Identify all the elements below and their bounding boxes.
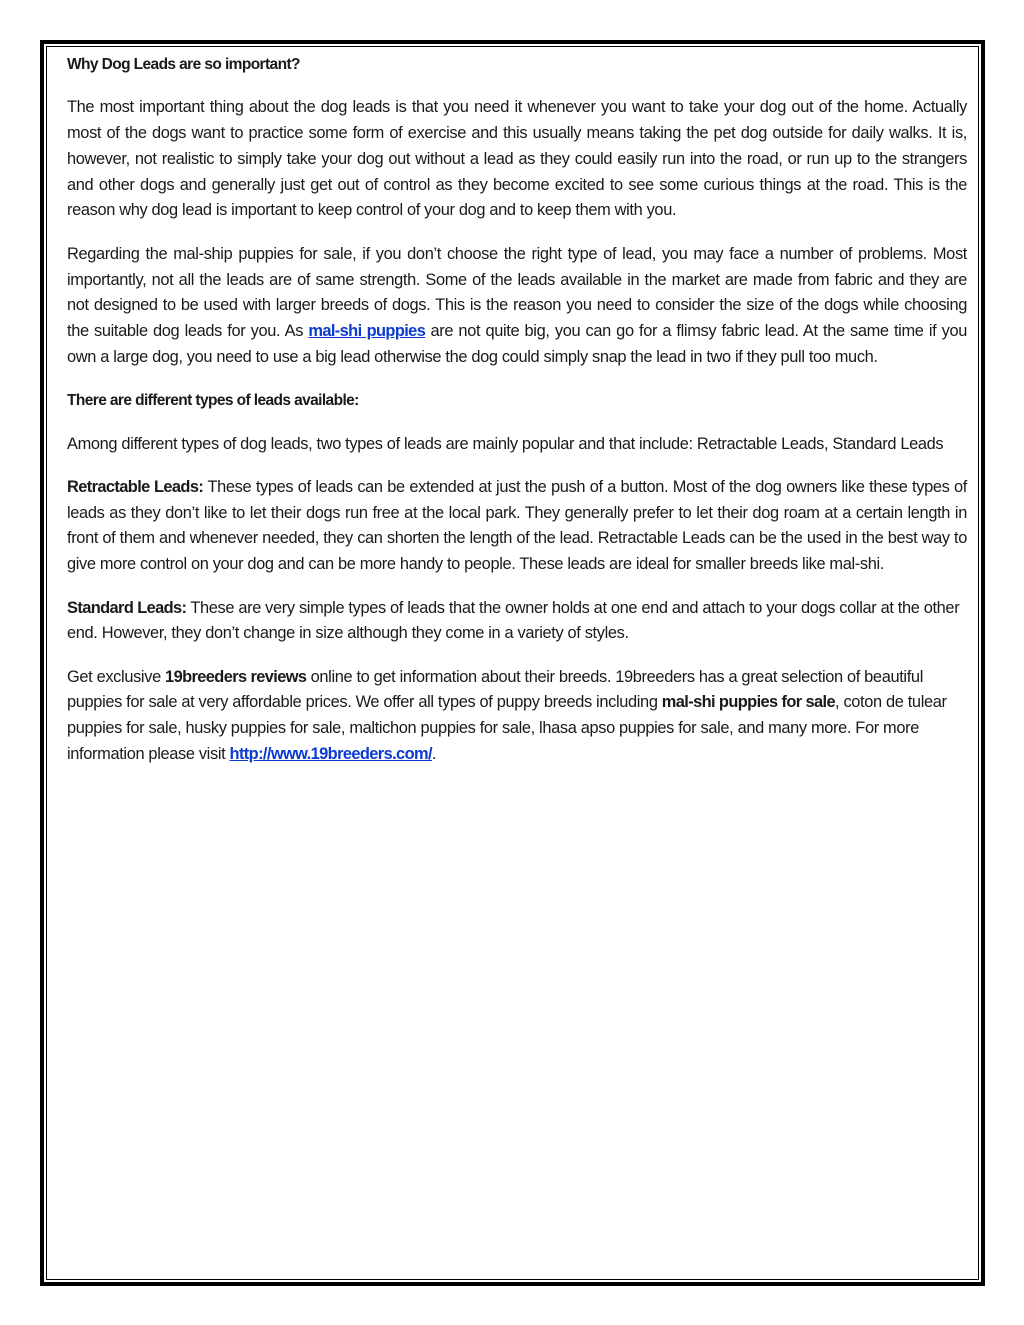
- paragraph-closing: [67, 665, 967, 768]
- paragraph-text: are not quite big, you can go for a flimsy fabric lead. At the same time if you own a large dog, you need to use a big lead otherwise the dog could simply snap the lead in two if they pull too much.: [67, 322, 967, 366]
- retractable-leads-term: Retractable Leads:: [67, 477, 204, 496]
- paragraph-lead-types: Among different types of dog leads, two types of leads are mainly popular and that include: Retractable Leads, Standard Leads: [67, 434, 944, 453]
- paragraph-text: These are very simple types of leads that the owner holds at one end and attach to your dogs collar at the other end. However, they don’t change in size although they come in a variety of styles.: [67, 598, 960, 643]
- website-link[interactable]: http://www.19breeders.com/: [229, 745, 432, 764]
- document-body: [67, 52, 967, 785]
- standard-leads-term: Standard Leads:: [67, 598, 187, 617]
- paragraph-text: .: [431, 745, 437, 764]
- bold-mal-shi-puppies-for-sale: mal-shi puppies for sale: [661, 693, 836, 712]
- heading-why-dog-leads: [67, 52, 967, 78]
- paragraph-intro: The most important thing about the dog leads is that you need it whenever you want to take your dog out of the home. Actually most of the dogs want to practice some form of exercise and this usually means taking the pet dog outside for daily walks. It is, however, not realistic to simply take your dog out without a lead as they could easily run into the road, or run up to the strangers and other dogs and generally just get out of control as they become excited to see some curious things at the road. This is the reason why dog lead is important to keep control of your dog and to keep them with you.: [67, 98, 967, 220]
- paragraph-retractable-leads: [67, 475, 967, 578]
- heading-text: There are different types of leads available:: [67, 392, 359, 410]
- heading-text: Why Dog Leads are so important?: [67, 56, 300, 73]
- heading-lead-types: [67, 388, 967, 414]
- paragraph-text: , coton de tulear puppies for sale, husky puppies for sale, maltichon puppies for sale, lhasa apso puppies for sale, and many more. For more information please visit: [67, 693, 947, 764]
- paragraph-text: These types of leads can be extended at just the push of a button. Most of the dog owners like these types of leads as they don’t like to let their dogs run free at the local park. They generally prefer to let their dog roam at a certain length in front of them and whenever needed, they can shorten the length of the lead. Retractable Leads can be the used in the best way to give more control on your dog and can be more handy to people. These leads are ideal for smaller breeds like mal-shi.: [67, 477, 967, 574]
- bold-19breeders-reviews: 19breeders reviews: [165, 667, 307, 686]
- paragraph-standard-leads: [67, 596, 967, 648]
- paragraph-text: Regarding the mal-ship puppies for sale, if you don’t choose the right type of lead, you may face a number of problems. Most importantly, not all the leads are of same strength. Some of the leads available in the market are made from fabric and they are not designed to be used with larger breeds of dogs. This is the reason you need to consider the size of the dogs while choosing the suitable dog leads for you. As: [67, 244, 967, 341]
- mal-shi-puppies-link[interactable]: mal-shi puppies: [308, 322, 426, 341]
- paragraph-text: Get exclusive: [67, 667, 166, 686]
- paragraph-choosing-lead: [67, 242, 967, 371]
- paragraph-text: online to get information about their breeds. 19breeders has a great selection of beautiful puppies for sale at very affordable prices. We offer all types of puppy breeds including: [67, 667, 923, 712]
